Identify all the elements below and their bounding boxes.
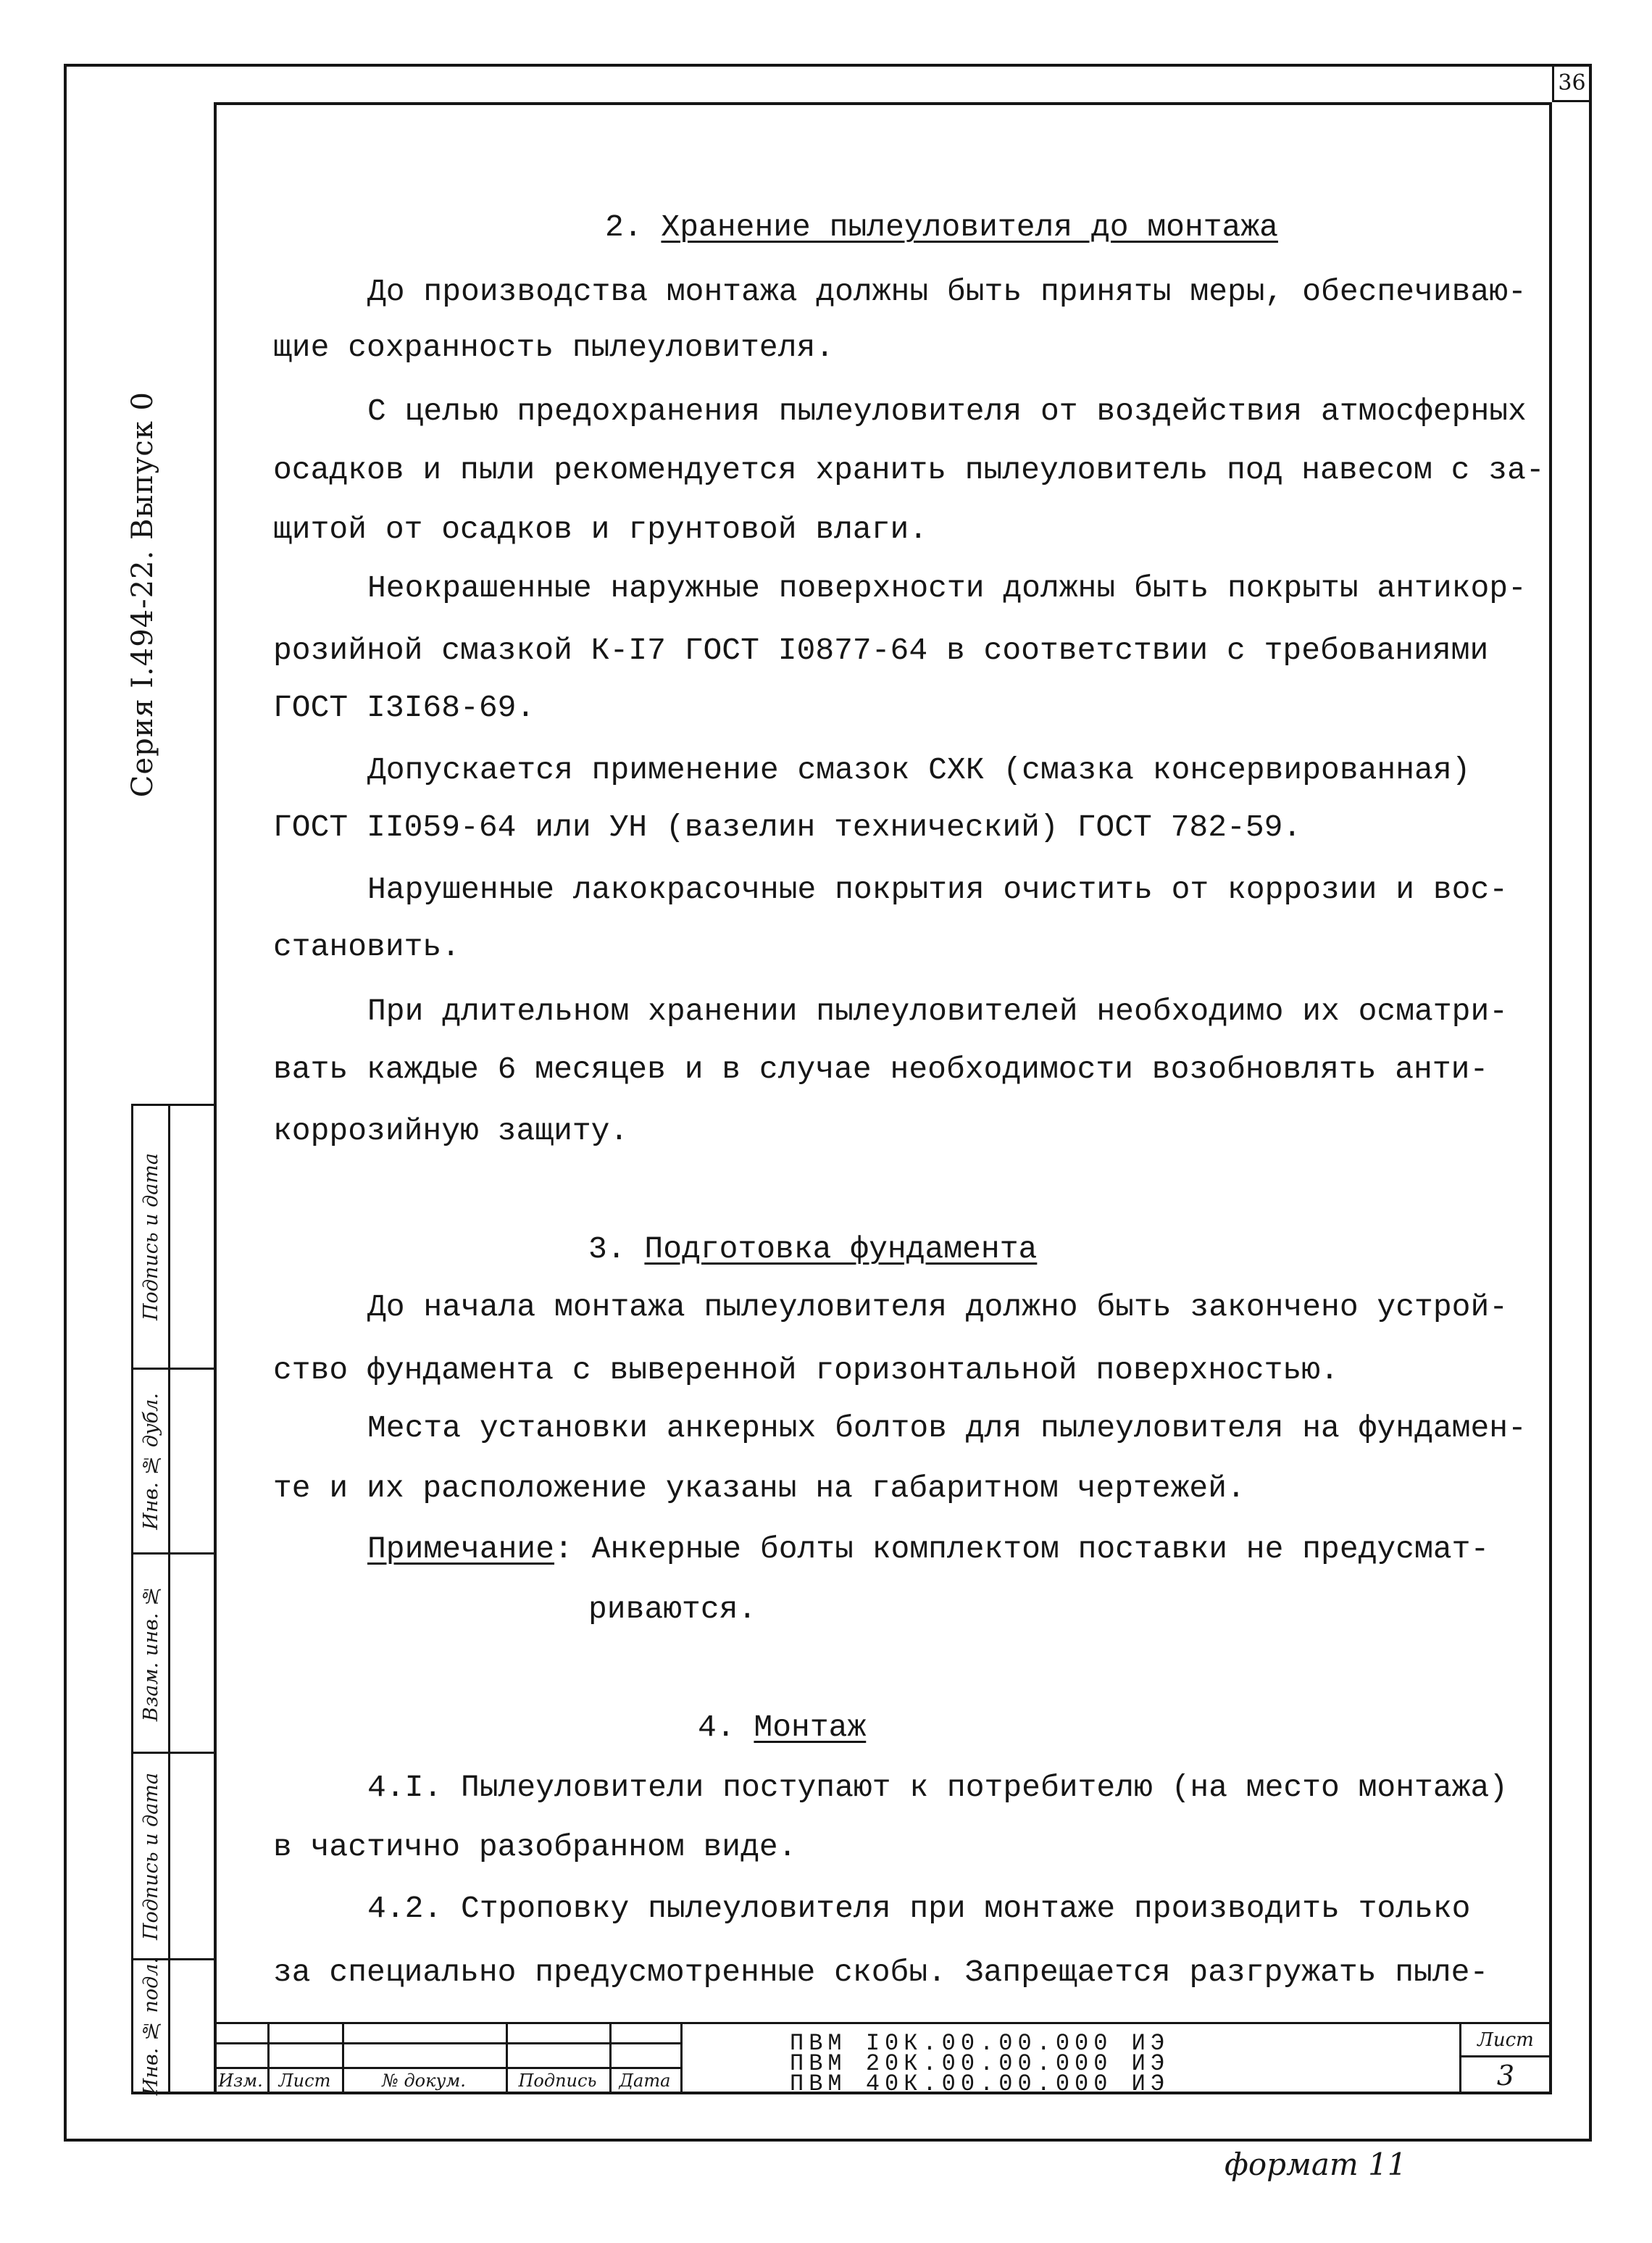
sheet-label: Лист bbox=[1477, 2028, 1534, 2051]
section-2-line: щитой от осадков и грунтовой влаги. bbox=[273, 512, 928, 547]
stamp-divider bbox=[168, 1104, 170, 2094]
section-3-line: До начала монтажа пылеуловителя должно быть закончено устрой- bbox=[367, 1289, 1509, 1325]
section-2-line: осадков и пыли рекомендуется хранить пылеуловитель под навесом с за- bbox=[273, 452, 1545, 488]
section-2-line: вать каждые 6 месяцев и в случае необходимости возобновлять анти- bbox=[273, 1052, 1489, 1087]
section-3-line: Места установки анкерных болтов для пылеуловителя на фундамен- bbox=[367, 1410, 1527, 1446]
title-block-col-line bbox=[680, 2022, 683, 2094]
section-2-line: щие сохранность пылеуловителя. bbox=[273, 330, 835, 365]
section-2-line: При длительном хранении пылеуловителей необходимо их осматри- bbox=[367, 994, 1509, 1029]
note-continuation: риваются. bbox=[588, 1591, 757, 1627]
section-4-line: 4.I. Пылеуловители поступают к потребителю (на место монтажа) bbox=[367, 1770, 1509, 1805]
section-2-line: ГОСТ II059-64 или УН (вазелин технический) ГОСТ 782-59. bbox=[273, 810, 1302, 845]
stamp-label: Подпись и дата bbox=[139, 1153, 162, 1320]
section-2-heading bbox=[605, 209, 1278, 246]
series-label bbox=[122, 362, 164, 826]
section-2-line: С целью предохранения пылеуловителя от воздействия атмосферных bbox=[367, 394, 1527, 429]
document-designation: ПВМ I0К.00.00.000 ИЭ bbox=[790, 2030, 1170, 2057]
section-2-line: ГОСТ I3I68-69. bbox=[273, 690, 535, 725]
section-4-line: за специально предусмотренные скобы. Запрещается разгружать пыле- bbox=[273, 1955, 1489, 1990]
section-2-line: Нарушенные лакокрасочные покрытия очистить от коррозии и вос- bbox=[367, 872, 1509, 907]
section-title: Хранение пылеуловителя до монтажа bbox=[661, 209, 1278, 245]
section-4-line: 4.2. Строповку пылеуловителя при монтаже производить только bbox=[367, 1891, 1471, 1926]
stamp-label: Подпись и дата bbox=[139, 1772, 162, 1940]
column-label-change: Изм. bbox=[218, 2071, 263, 2091]
section-2-line: Неокрашенные наружные поверхности должны быть покрыты антикор- bbox=[367, 570, 1527, 606]
section-4-line: в частично разобранном виде. bbox=[273, 1829, 797, 1865]
section-3-line: ство фундамента с выверенной горизонтальной поверхностью. bbox=[273, 1352, 1339, 1388]
column-label-signature: Подпись bbox=[518, 2071, 597, 2091]
note-text: : Анкерные болты комплектом поставки не предусмат- bbox=[554, 1531, 1490, 1567]
section-2-line: Допускается применение смазок СХК (смазка консервированная) bbox=[367, 752, 1471, 788]
column-label-document: № докум. bbox=[382, 2071, 466, 2091]
section-2-line: коррозийную защиту. bbox=[273, 1113, 629, 1149]
section-2-line: До производства монтажа должны быть приняты меры, обеспечиваю- bbox=[367, 274, 1527, 309]
section-4-heading bbox=[698, 1710, 866, 1746]
section-2-line: становить. bbox=[273, 929, 461, 965]
section-3-heading bbox=[588, 1231, 1037, 1268]
series-text: Серия I.494-22. Выпуск 0 bbox=[126, 391, 159, 798]
stamp-cell-original-inv bbox=[133, 1957, 168, 2096]
column-label-sheet: Лист bbox=[278, 2071, 331, 2091]
section-2-line: розийной смазкой К-I7 ГОСТ I0877-64 в соответствии с требованиями bbox=[273, 633, 1489, 668]
section-number: 3. bbox=[588, 1231, 626, 1267]
stamp-label: Взам. инв. № bbox=[139, 1584, 162, 1722]
section-title: Подготовка фундамента bbox=[644, 1231, 1038, 1267]
format-note: формат 11 bbox=[1225, 2147, 1407, 2182]
page-number: 36 bbox=[1552, 64, 1592, 102]
stamp-cell-signature-date bbox=[133, 1106, 168, 1368]
note-line bbox=[367, 1531, 1489, 1568]
sheet-number: 3 bbox=[1496, 2059, 1515, 2092]
stamp-cell-replacement-inv bbox=[133, 1555, 168, 1752]
stamp-cell-signature-date bbox=[133, 1754, 168, 1958]
column-label-date: Дата bbox=[619, 2071, 671, 2091]
stamp-label: Инв. № дубл. bbox=[139, 1392, 162, 1530]
section-number: 2. bbox=[605, 209, 643, 245]
title-block-top-line bbox=[214, 2022, 1552, 2024]
note-label: Примечание bbox=[367, 1531, 555, 1567]
section-number: 4. bbox=[698, 1710, 735, 1745]
document-designation: ПВМ 20К.00.00.000 ИЭ bbox=[790, 2050, 1170, 2077]
section-3-line: те и их расположение указаны на габаритном чертежей. bbox=[273, 1470, 1246, 1506]
stamp-cell-duplicate-inv bbox=[133, 1370, 168, 1552]
document-designation: ПВМ 40К.00.00.000 ИЭ bbox=[790, 2071, 1170, 2097]
section-title: Монтаж bbox=[754, 1710, 867, 1745]
stamp-label: Инв. № подл. bbox=[139, 1957, 162, 2096]
